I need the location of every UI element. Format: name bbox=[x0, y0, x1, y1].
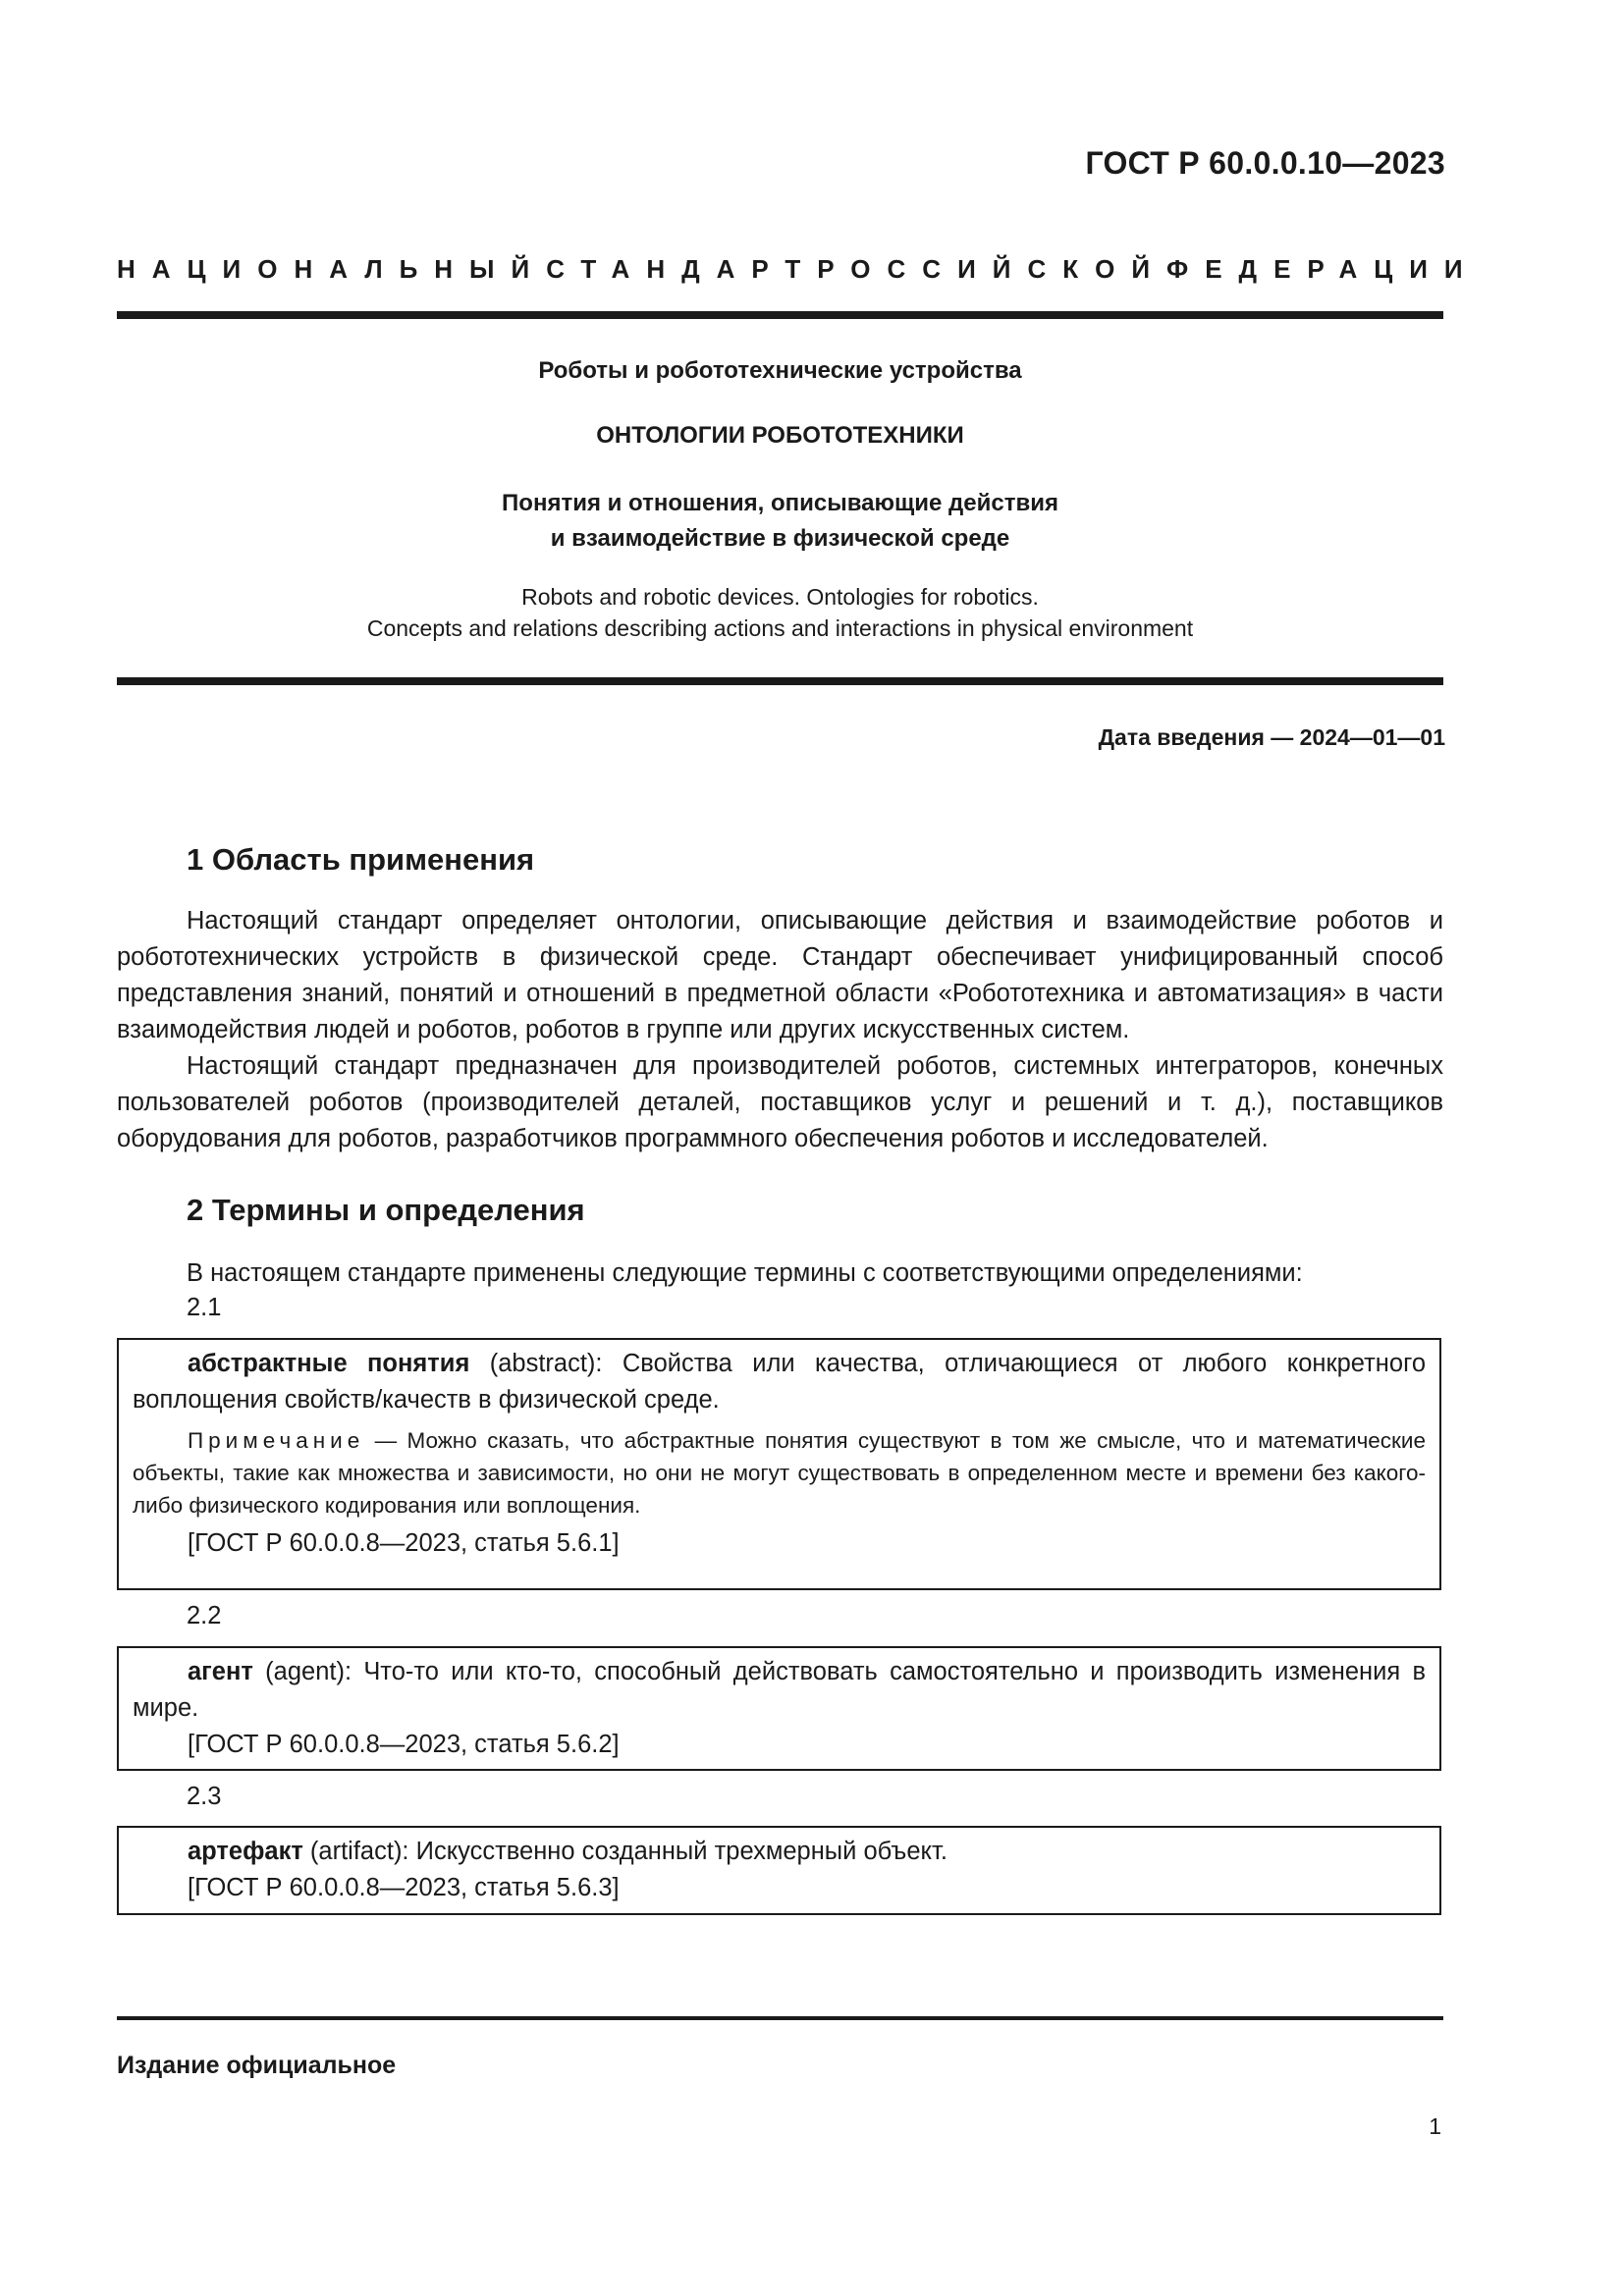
term-definition bbox=[133, 1654, 1426, 1727]
subtitle-line-2: и взаимодействие в физической среде bbox=[550, 525, 1010, 552]
term-source: [ГОСТ Р 60.0.0.8—2023, статья 5.6.3] bbox=[188, 1874, 620, 1901]
heading-word-2: СТАНДАРТ bbox=[546, 254, 818, 284]
english-title-line-2: Concepts and relations describing actions and interactions in physical environment bbox=[366, 615, 1194, 641]
section-1-title: 1 Область применения bbox=[187, 842, 535, 877]
term-name: абстрактные понятия bbox=[188, 1350, 470, 1377]
section-2-intro: В настоящем стандарте применены следующие термины с соответствующими определениями: bbox=[187, 1259, 1303, 1287]
english-title bbox=[117, 581, 1443, 644]
section-1-paragraph-2: Настоящий стандарт предназначен для производителей роботов, системных интеграторов, конечных пользователей роботов (производителей деталей, поставщиков услуг и решений и т. д.), поставщиков оборудования для роботов, разработчиков программного обеспечения роботов и исследователей. bbox=[117, 1052, 1443, 1152]
document-code: ГОСТ Р 60.0.0.10—2023 bbox=[1085, 145, 1445, 181]
section-1-paragraph-1: Настоящий стандарт определяет онтологии, описывающие действия и взаимодействие роботов и робототехнических устройств в физической среде. Стандарт обеспечивает унифицированный способ представления знаний, понятий и отношений в предметной области «Робототехника и автоматизация» в части взаимодействия людей и роботов, роботов в группе или других искусственных систем. bbox=[117, 907, 1443, 1043]
term-name: агент bbox=[188, 1658, 253, 1685]
english-title-line-1: Robots and robotic devices. Ontologies for robotics. bbox=[521, 584, 1039, 610]
term-definition bbox=[133, 1346, 1426, 1418]
term-english: (agent): bbox=[252, 1658, 364, 1685]
term-english: (artifact): bbox=[302, 1838, 416, 1865]
term-source: [ГОСТ Р 60.0.0.8—2023, статья 5.6.2] bbox=[188, 1731, 620, 1758]
heading-word-4: ФЕДЕРАЦИИ bbox=[1166, 254, 1480, 284]
series-title: Роботы и робототехнические устройства bbox=[538, 357, 1022, 384]
note-label: Примечание bbox=[188, 1428, 365, 1453]
term-number: 2.2 bbox=[187, 1602, 222, 1629]
heading-word-1: НАЦИОНАЛЬНЫЙ bbox=[117, 254, 547, 284]
term-box bbox=[117, 1338, 1441, 1590]
term-definition-text: Что-то или кто-то, способный действовать самостоятельно и производить изменения в мире. bbox=[133, 1658, 1426, 1722]
subtitle bbox=[117, 486, 1443, 557]
introduction-date: Дата введения — 2024—01—01 bbox=[1098, 724, 1445, 750]
page-number: 1 bbox=[1429, 2113, 1441, 2139]
term-number: 2.1 bbox=[187, 1294, 222, 1321]
subtitle-line-1: Понятия и отношения, описывающие действия bbox=[502, 490, 1058, 516]
section-2-title: 2 Термины и определения bbox=[187, 1193, 585, 1227]
term-definition bbox=[133, 1834, 1426, 1870]
top-divider bbox=[117, 311, 1443, 319]
term-box bbox=[117, 1646, 1441, 1771]
term-definition-text: Свойства или качества, отличающиеся от любого конкретного воплощения свойств/качеств в физической среде. bbox=[133, 1350, 1426, 1414]
main-title: ОНТОЛОГИИ РОБОТОТЕХНИКИ bbox=[596, 422, 964, 449]
national-standard-heading bbox=[117, 254, 1480, 285]
term-number: 2.3 bbox=[187, 1783, 222, 1810]
heading-word-3: РОССИЙСКОЙ bbox=[817, 254, 1167, 284]
footer-divider bbox=[117, 2016, 1443, 2020]
term-name: артефакт bbox=[188, 1838, 303, 1865]
term-note bbox=[133, 1424, 1426, 1522]
term-box bbox=[117, 1826, 1441, 1915]
note-text: — Можно сказать, что абстрактные понятия существуют в том же смысле, что и математические объекты, такие как множества и зависимости, но они не могут существовать в определенном месте и времени без какого-либо физического кодирования или воплощения. bbox=[133, 1428, 1426, 1518]
term-english: (abstract): bbox=[469, 1350, 623, 1377]
section-1-body bbox=[117, 903, 1443, 1157]
term-definition-text: Искусственно созданный трехмерный объект. bbox=[415, 1838, 947, 1865]
title-bottom-divider bbox=[117, 677, 1443, 685]
term-source: [ГОСТ Р 60.0.0.8—2023, статья 5.6.1] bbox=[188, 1529, 620, 1557]
official-edition-label: Издание официальное bbox=[117, 2052, 397, 2079]
